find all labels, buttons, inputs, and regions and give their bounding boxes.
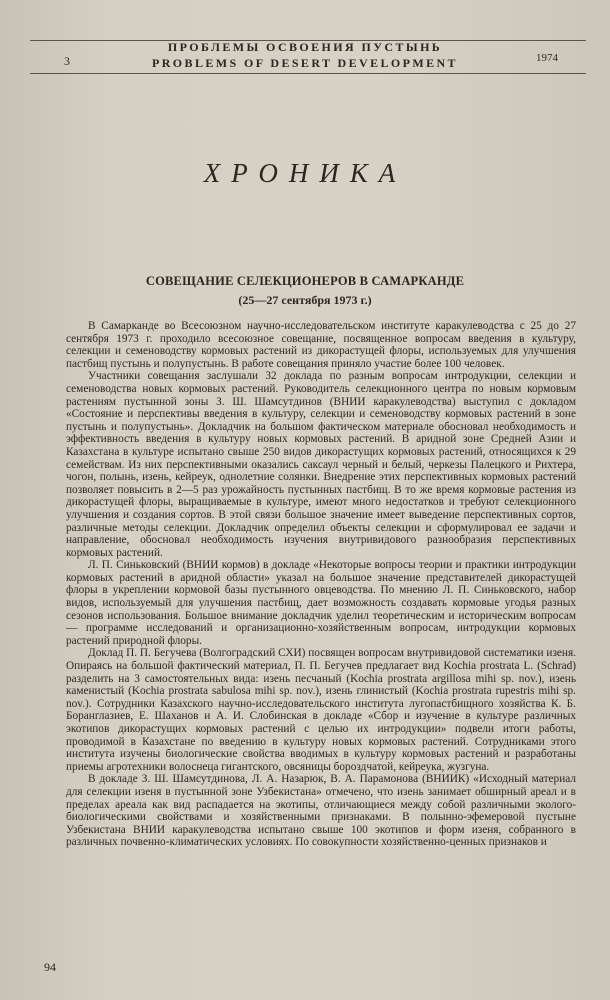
header-year: 1974 bbox=[536, 52, 558, 64]
running-header bbox=[0, 40, 610, 74]
paragraph: В Самарканде во Всесоюзном научно-исследовательском институте каракулеводства с 25 до 27 сентября 1973 г. проходило всесоюзное совещание, посвященное вопросам введения в культуру, селекции и семеноводству кормовых растений из дикорастущей флоры, используемых для улучшения пастбищ пустынь и полупустынь. В работе совещания приняло участие более 100 человек. bbox=[66, 320, 576, 370]
paragraph: Доклад П. П. Бегучева (Волгоградский СХИ) посвящен вопросам внутривидовой систематики изеня. Опираясь на большой фактический материал, П. П. Бегучев предлагает вид Kochia prostrata L. (Schrad) разделить на 3 самостоятельных вида: изень песчаный (Kochia prostrata argillosa mihi sp. nov.), изень каменистый (Kochia prostrata sabulosa mihi sp. nov.), изень глинистый (Kochia prostrata rupestris mihi sp. nov.). Сотрудники Казахского научно-исследовательского института лугопастбищного хозяйства К. Б. Боранглазиев, Е. Шаханов и А. И. Слобинская в докладе «Сбор и изучение в культуре различных экотипов дикорастущих кормовых растений с целью их интродукции» подвели итоги работы, проводимой в Казахстане по введению в культуру новых кормовых растений. Сотрудниками этого института изучены биологические свойства вводимых в культуру кормовых растений и разработаны приемы агротехники волоснеца гигантского, овсяницы бороздчатой, кейреука, жузгуна. bbox=[66, 647, 576, 773]
page-number: 94 bbox=[44, 960, 56, 974]
paragraph: В докладе З. Ш. Шамсутдинова, Л. А. Назарюк, В. А. Парамонова (ВНИИК) «Исходный материал для селекции изеня в пустынной зоне Узбекистана» отмечено, что изень занимает обширный ареал и в пределах ареала как вид распадается на экотипы, отличающиеся между собой различными эколого-биологическими свойствами и хозяйственными признаками. В полынно-эфемеровой пустыне Узбекистана ВНИИ каракулеводства испытано свыше 100 экотипов и форм изеня, собранного в различных почвенно-климатических условиях. По совокупности хозяйственно-ценных признаков и bbox=[66, 773, 576, 849]
article-body bbox=[66, 320, 576, 849]
paragraph: Л. П. Синьковский (ВНИИ кормов) в докладе «Некоторые вопросы теории и практики интродукции кормовых растений в аридной области» указал на большое значение представителей дикорастущей флоры в укреплении кормовой базы пустынного овцеводства. По мнению Л. П. Синьковского, набор видов, используемый для улучшения пастбищ, дает возможность создавать кормовые угодья разных сезонов использования. Большое внимание докладчик уделил теоретическим и историческим вопросам — программе исследований и организационно-хозяйственным вопросам, интродукции кормовых растений природной флоры. bbox=[66, 559, 576, 647]
header-rule-bottom bbox=[30, 73, 586, 74]
article-title: СОВЕЩАНИЕ СЕЛЕКЦИОНЕРОВ В САМАРКАНДЕ bbox=[145, 274, 465, 288]
header-issue-number: 3 bbox=[64, 54, 70, 68]
article-dates: (25—27 сентября 1973 г.) bbox=[238, 293, 372, 307]
journal-title-ru: ПРОБЛЕМЫ ОСВОЕНИЯ ПУСТЫНЬ bbox=[167, 40, 443, 54]
paragraph: Участники совещания заслушали 32 доклада по разным вопросам интродукции, селекции и семеноводства новых кормовых растений. Руководитель селекционного центра по новым кормовым растениям пустынной зоны З. Ш. Шамсутдинов (ВНИИ каракулеводства) выступил с докладом «Состояние и перспективы введения в культуру, селекции и семеноводству кормовых растений в зоне пустынь и полупустынь». Докладчик на большом фактическом материале обосновал необходимость и эффективность введения в культуру новых кормовых растений. В аридной зоне Средней Азии и Казахстана в культуре испытано свыше 250 видов дикорастущих кормовых растений, относящихся к 29 семействам. Из них перспективными оказались саксаул черный и белый, черкезы Палецкого и Рихтера, чогон, полынь, изень, кейреук, однолетние солянки. Внедрение этих перспективных кормовых растений позволяет повысить в 2—5 раз урожайность пустынных пастбищ. В то же время кормовые растения из дикорастущей флоры, выращиваемые в культуре, имеют много недостатков и требуют селекционного улучшения и создания сортов. В этой связи большое значение имеет выведение перспективных сортов, различные методы селекции. Докладчик определил объекты селекции и сформулировал ее задачи и направление, обосновал необходимость изучения внутривидового разнообразия перспективных кормовых растений. bbox=[66, 370, 576, 559]
section-title: ХРОНИКА bbox=[203, 158, 407, 188]
journal-title-en: PROBLEMS OF DESERT DEVELOPMENT bbox=[152, 56, 458, 70]
